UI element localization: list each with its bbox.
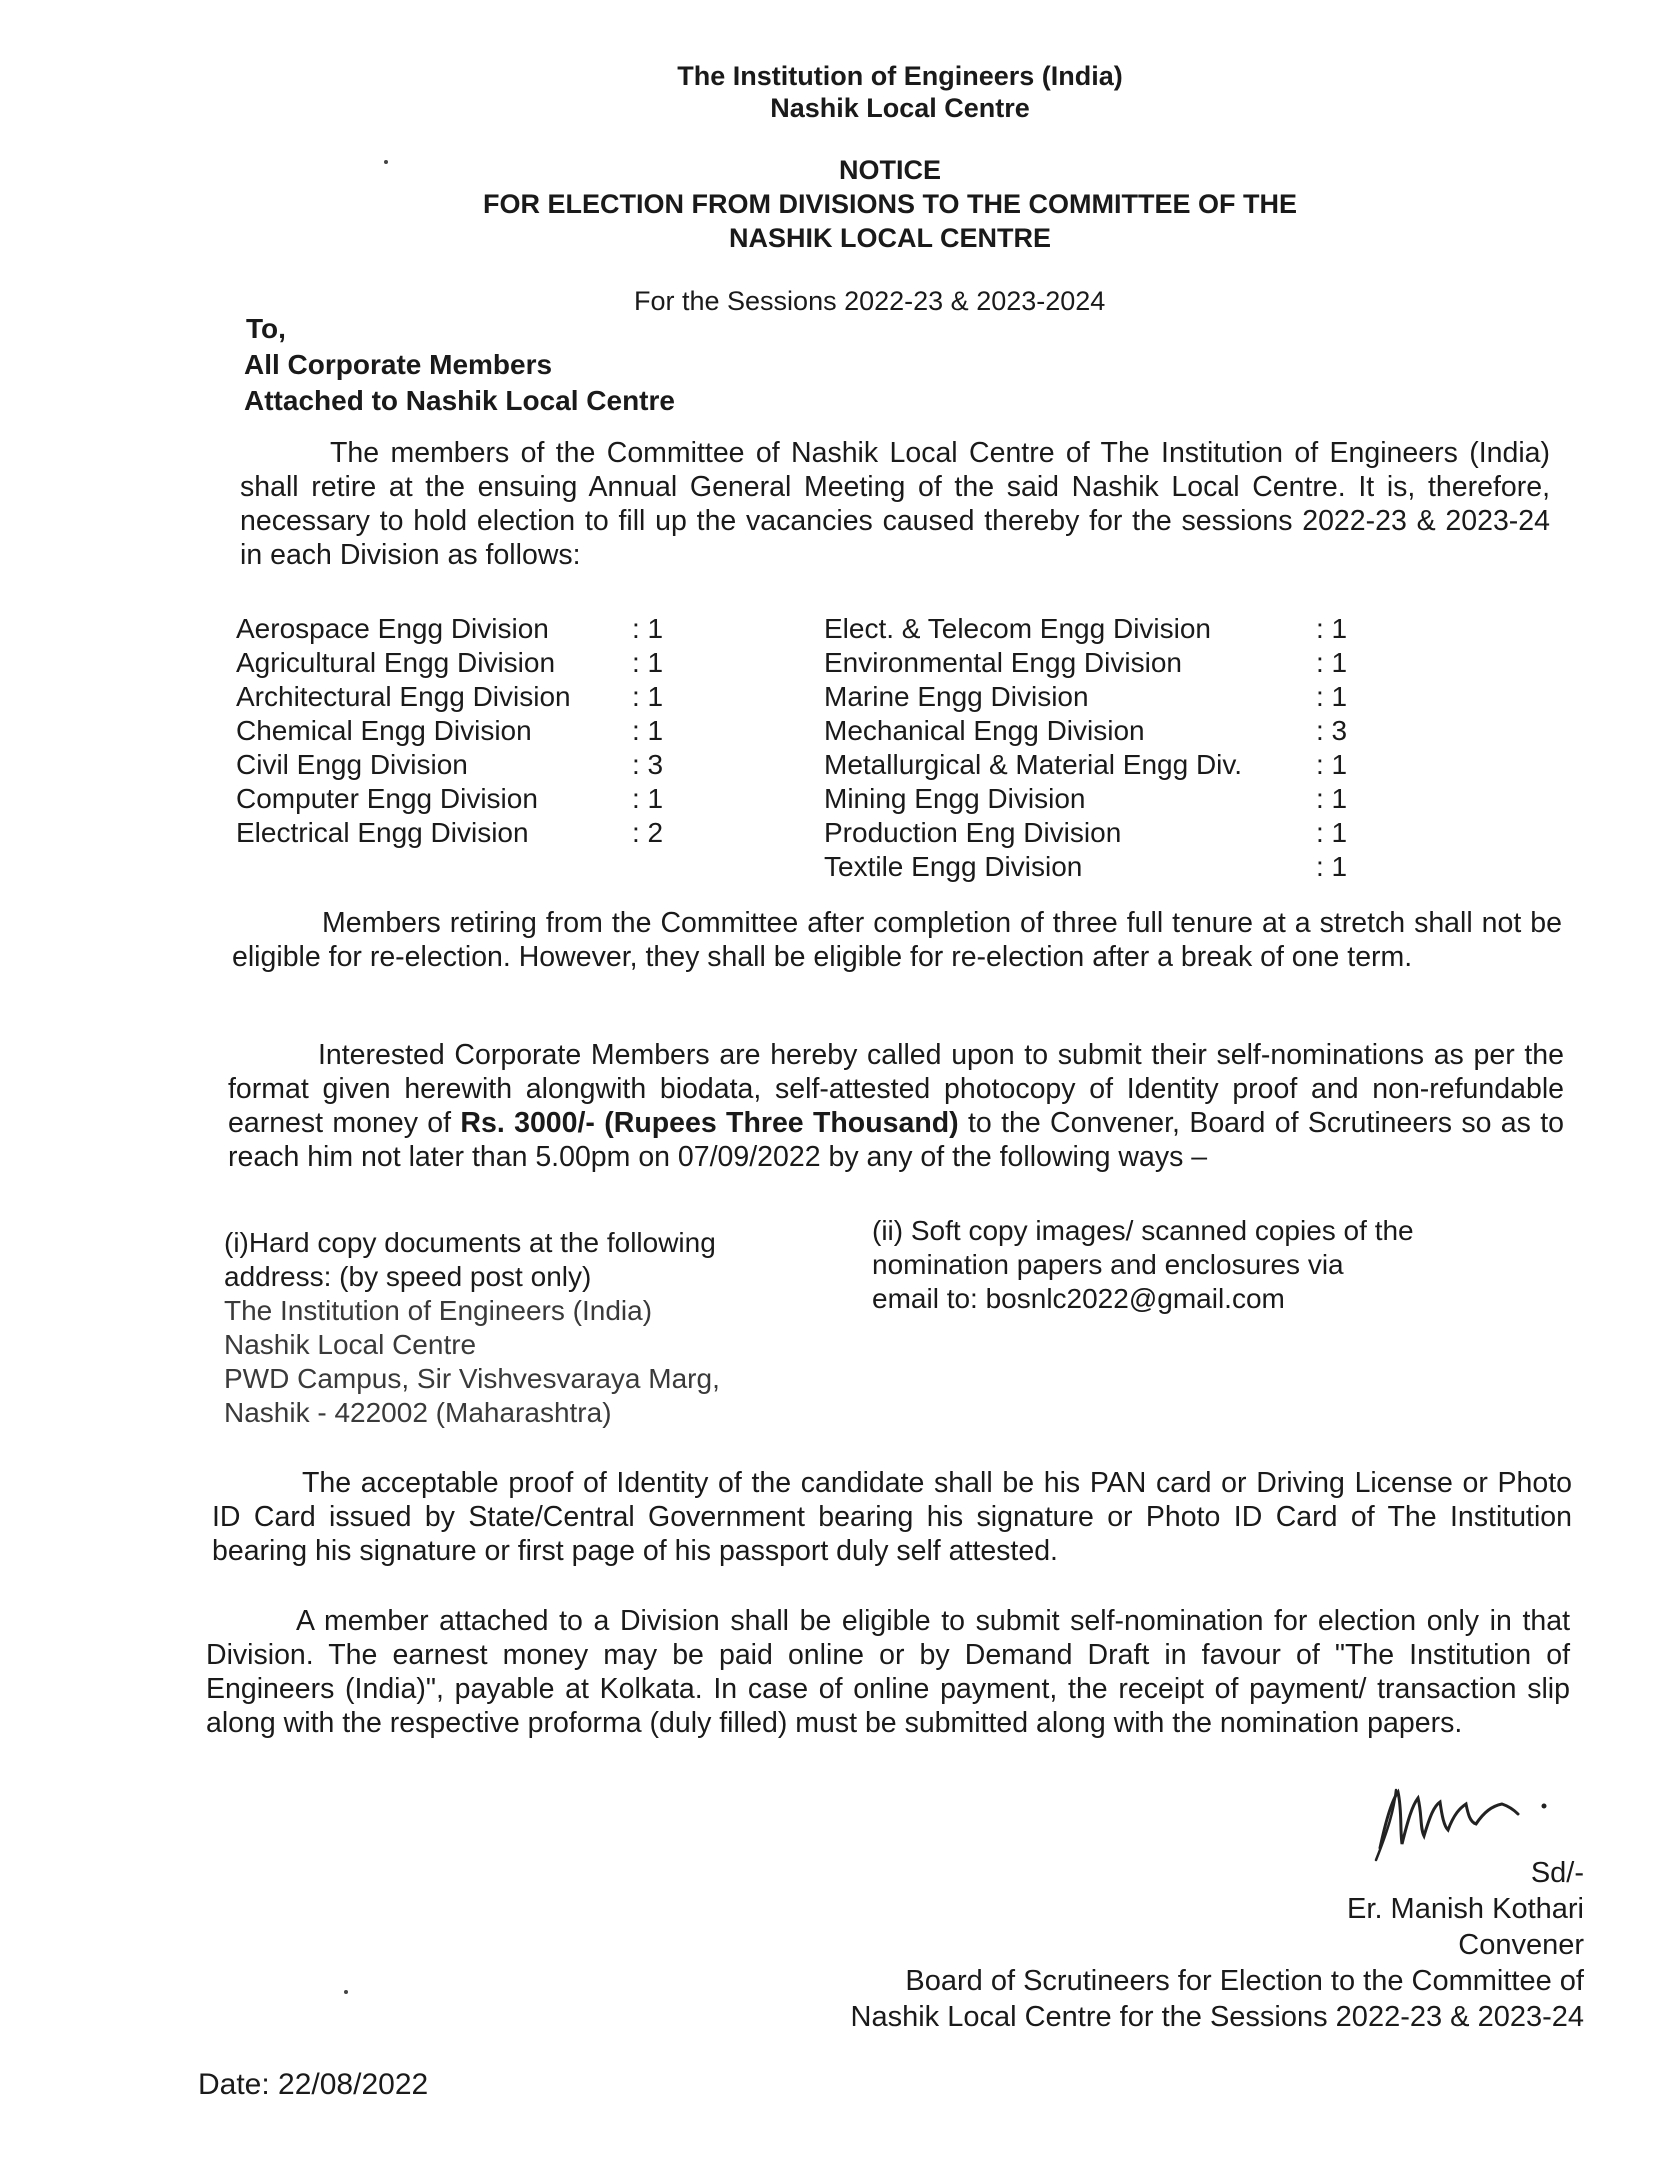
sd-mark: Sd/- — [1530, 1857, 1584, 1889]
division-name: Electrical Engg Division — [236, 817, 529, 848]
division-seats: : 3 — [632, 749, 664, 780]
division-seats: : 1 — [1316, 783, 1348, 814]
addressee-to: To, — [246, 313, 286, 344]
division-name: Chemical Engg Division — [236, 715, 532, 746]
scan-speck — [384, 160, 388, 164]
board-line2: Nashik Local Centre for the Sessions 2022-23 & 2023-24 — [850, 2001, 1584, 2033]
notice-heading: NOTICE — [838, 155, 941, 185]
eligibility-paragraph: A member attached to a Division shall be eligible to submit self-nomination for election only in that Division. The earnest money may be paid online or by Demand Draft in favour of "The Institution of Engineers (India)", payable at Kolkata. In case of online payment, the receipt of payment/ transaction slip along with the respective proforma (duly filled) must be submitted along with the nomination papers. — [206, 1605, 1570, 1739]
division-seats: : 1 — [632, 681, 664, 712]
division-seats: : 1 — [1316, 613, 1348, 644]
division-name: Environmental Engg Division — [824, 647, 1182, 678]
division-name: Computer Engg Division — [236, 783, 538, 814]
division-name: Mining Engg Division — [824, 783, 1086, 814]
addressee-line1: All Corporate Members — [244, 349, 553, 380]
division-seats: : 3 — [1316, 715, 1348, 746]
division-seats: : 1 — [1316, 817, 1348, 848]
soft-copy-line1: (ii) Soft copy images/ scanned copies of the — [872, 1215, 1414, 1246]
nomination-text-part1: Interested Corporate Members are hereby called upon to submit their self-nominations as per the format given herewith alongwith biodata, self-attested photocopy of Identity proof and non-refundable earnest money of — [228, 1039, 1564, 1139]
nomination-paragraph — [228, 1038, 1564, 1174]
division-seats: : 1 — [632, 783, 664, 814]
earnest-money-amount: Rs. 3000/- (Rupees Three Thousand) — [460, 1107, 959, 1139]
signatory-name: Er. Manish Kothari — [1347, 1893, 1584, 1925]
hard-copy-line6: Nashik - 422002 (Maharashtra) — [224, 1397, 612, 1428]
soft-copy-instructions — [872, 1214, 1414, 1316]
division-name: Architectural Engg Division — [236, 681, 571, 712]
addressee-line2: Attached to Nashik Local Centre — [244, 385, 675, 416]
hard-copy-line5: PWD Campus, Sir Vishvesvaraya Marg, — [224, 1363, 720, 1394]
hard-copy-line2: address: (by speed post only) — [224, 1261, 592, 1292]
notice-subject-line1: FOR ELECTION FROM DIVISIONS TO THE COMMITTEE OF THE — [482, 189, 1297, 219]
hard-copy-line1: (i)Hard copy documents at the following — [224, 1227, 716, 1258]
identity-paragraph: The acceptable proof of Identity of the candidate shall be his PAN card or Driving License or Photo ID Card issued by State/Central Government bearing his signature or Photo ID Card of The Institution bearing his signature or first page of his passport duly self attested. — [212, 1467, 1572, 1567]
board-line1: Board of Scrutineers for Election to the Committee of — [905, 1965, 1584, 1997]
division-name: Elect. & Telecom Engg Division — [824, 613, 1211, 644]
division-name: Marine Engg Division — [824, 681, 1089, 712]
notice-subject-line2: NASHIK LOCAL CENTRE — [728, 223, 1051, 253]
intro-paragraph: The members of the Committee of Nashik Local Centre of The Institution of Engineers (India) shall retire at the ensuing Annual General Meeting of the said Nashik Local Centre. It is, therefore, necessary to hold election to fill up the vacancies caused thereby for the sessions 2022-23 & 2023-24 in each Division as follows: — [240, 437, 1550, 571]
division-seats: : 1 — [1316, 647, 1348, 678]
division-seats: : 1 — [1316, 851, 1348, 882]
notice-date: Date: 22/08/2022 — [198, 2068, 429, 2101]
division-seats: : 1 — [632, 715, 664, 746]
nomination-text-part2: to the Convener, Board of Scrutineers so as to reach him not later than 5.00pm on 07/09/2022 by any of the following ways – — [228, 1107, 1564, 1173]
division-seats: : 1 — [1316, 681, 1348, 712]
soft-copy-email[interactable]: email to: bosnlc2022@gmail.com — [872, 1283, 1285, 1314]
soft-copy-line2: nomination papers and enclosures via — [872, 1249, 1344, 1280]
signatory-title: Convener — [1458, 1929, 1584, 1961]
signature-block — [851, 1855, 1585, 2035]
sessions-line: For the Sessions 2022-23 & 2023-2024 — [634, 286, 1106, 316]
division-name: Agricultural Engg Division — [236, 647, 556, 678]
hard-copy-line3: The Institution of Engineers (India) — [224, 1295, 653, 1326]
division-name: Aerospace Engg Division — [236, 613, 549, 644]
scan-speck-2 — [344, 1990, 348, 1994]
division-seats: : 1 — [632, 613, 664, 644]
division-name: Civil Engg Division — [236, 749, 468, 780]
division-name: Metallurgical & Material Engg Div. — [824, 749, 1243, 780]
hard-copy-address — [224, 1226, 720, 1430]
division-seats: : 2 — [632, 817, 664, 848]
division-seats: : 1 — [632, 647, 664, 678]
division-name: Production Eng Division — [824, 817, 1122, 848]
centre-title: Nashik Local Centre — [770, 93, 1030, 123]
division-seats: : 1 — [1316, 749, 1348, 780]
division-name: Textile Engg Division — [824, 851, 1083, 882]
hard-copy-line4: Nashik Local Centre — [224, 1329, 477, 1360]
division-name: Mechanical Engg Division — [824, 715, 1145, 746]
tenure-paragraph: Members retiring from the Committee after completion of three full tenure at a stretch shall not be eligible for re-election. However, they shall be eligible for re-election after a break of one term. — [232, 907, 1562, 973]
org-title: The Institution of Engineers (India) — [677, 61, 1123, 91]
